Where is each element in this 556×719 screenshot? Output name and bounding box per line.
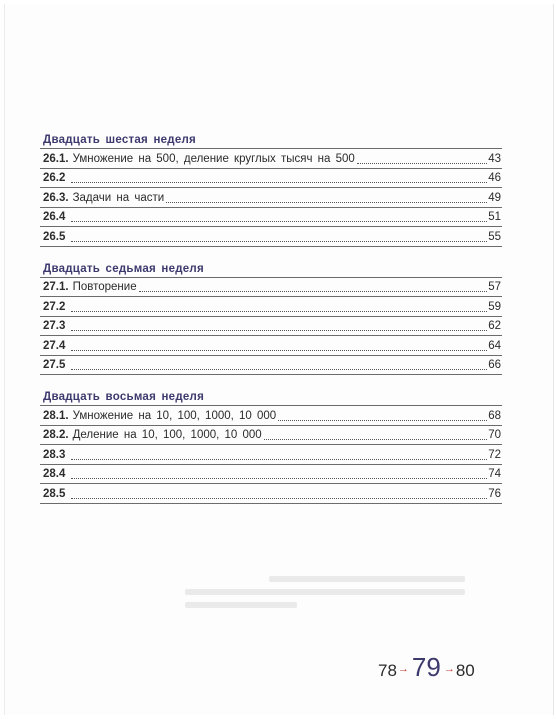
current-page-number: 79 [411,652,441,682]
toc-entry[interactable] [40,227,502,247]
dot-leader [71,477,487,479]
dot-leader [71,368,487,370]
entry-number: 26.4 [43,211,66,223]
previous-page-number[interactable]: 78 [378,661,397,680]
toc-entry[interactable] [40,169,502,189]
entry-number: 27.3 [43,320,66,332]
toc-entry[interactable] [40,445,502,465]
toc-entry[interactable] [40,356,502,376]
entry-page-number: 68 [488,409,501,422]
dot-leader [71,181,487,183]
entry-page-number: 74 [488,468,501,480]
dot-leader [71,310,487,312]
entry-number: 28.2. [43,429,69,441]
toc-section [40,263,502,376]
entry-page-number: 55 [488,230,501,243]
entry-number: 28.5 [43,487,66,500]
entry-page-number: 72 [488,448,501,461]
section-heading: Двадцать шестая неделя [40,134,502,149]
entry-page-number: 49 [488,191,501,204]
dot-leader [71,458,487,460]
entry-title: Умножение на 500, деление круглых тысяч на 500 [72,152,355,165]
entry-number: 28.3 [43,448,66,461]
entry-page-number: 76 [488,487,501,500]
entry-number: 27.2 [43,300,66,313]
toc-section [40,134,502,247]
bleed-through-text [185,576,465,626]
toc-section [40,391,502,504]
dot-leader [71,349,487,351]
dot-leader [278,419,487,421]
dot-leader [139,290,488,292]
toc-entry[interactable] [40,465,502,485]
entry-page-number: 59 [488,300,501,313]
entry-number: 26.3. [43,191,69,204]
dot-leader [71,220,487,222]
entry-number: 26.1. [43,152,69,165]
page-navigation [378,652,475,683]
book-page [4,4,554,715]
entry-page-number: 46 [488,172,501,184]
toc-entry[interactable] [40,484,502,504]
toc-entry[interactable] [40,278,502,298]
entry-number: 27.1. [43,281,69,293]
dot-leader [71,329,487,331]
entry-page-number: 70 [488,429,501,441]
entry-number: 28.1. [43,409,69,422]
toc-entry[interactable] [40,406,502,426]
entry-number: 26.2 [43,172,66,184]
section-heading: Двадцать седьмая неделя [40,263,502,278]
toc-entry[interactable] [40,208,502,228]
dot-leader [357,162,487,164]
next-page-number[interactable]: 80 [455,661,475,680]
entry-number: 26.5 [43,230,66,243]
arrow-right-icon: → [443,663,455,675]
entry-number: 28.4 [43,468,66,480]
dot-leader [71,497,487,499]
arrow-right-icon: → [397,663,409,675]
toc-entry[interactable] [40,317,502,337]
toc-entry[interactable] [40,426,502,446]
entry-page-number: 62 [488,320,501,332]
entry-title: Повторение [72,281,137,293]
table-of-contents [40,134,502,520]
dot-leader [166,201,487,203]
entry-page-number: 57 [488,281,501,293]
toc-entry[interactable] [40,188,502,208]
entry-title: Умножение на 10, 100, 1000, 10 000 [72,409,277,422]
entry-page-number: 43 [488,152,501,165]
entry-title: Задачи на части [72,191,165,204]
entry-page-number: 66 [488,359,501,371]
dot-leader [71,240,487,242]
toc-entry[interactable] [40,336,502,356]
section-heading: Двадцать восьмая неделя [40,391,502,406]
toc-entry[interactable] [40,149,502,169]
entry-page-number: 64 [488,339,501,352]
entry-title: Деление на 10, 100, 1000, 10 000 [72,429,262,441]
dot-leader [264,438,488,440]
entry-number: 27.4 [43,339,66,352]
entry-number: 27.5 [43,359,66,371]
toc-entry[interactable] [40,297,502,317]
entry-page-number: 51 [488,211,501,223]
